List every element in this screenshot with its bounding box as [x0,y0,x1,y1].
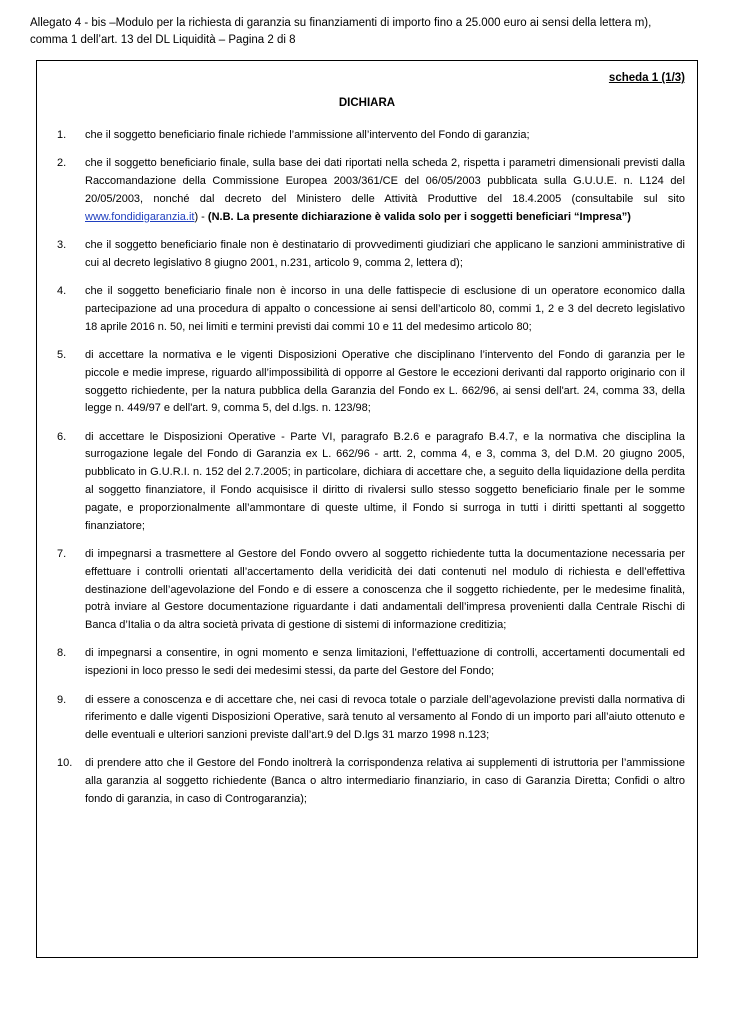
item-number: 9. [57,693,67,706]
item-number: 1. [57,129,67,141]
item-text: di prendere atto che il Gestore del Fondo inoltrerà la corrispondenza relativa ai supplementi di istruttoria per l’ammissione alla garanzia al soggetto richiedente (Banca o altro intermediario finanziario, in caso di Garanzia Diretta; Confidi o altro fondo di garanzia, in caso di Controgaranzia); [85,757,685,805]
item-number: 4. [57,285,67,298]
page-header [30,15,720,49]
item-text: di impegnarsi a trasmettere al Gestore del Fondo ovvero al soggetto richiedente tutta la documentazione necessaria per effettuare i controlli orientati all’accertamento della veridicità dei dati contenuti nel modulo di richiesta e dell’effettiva destinazione dell’agevolazione del Fondo e di essere a conoscenza che il soggetto richiedente, per le medesime finalità, potrà inviare al Gestore documentazione riguardante i dati andamentali dell’impresa provenienti dalla Centrale Rischi di Banca d’Italia o da altra società privata di gestione di sistemi di informazione creditizia; [85,547,685,632]
list-item [57,546,685,635]
item-text-part: che il soggetto beneficiario finale, sulla base dei dati riportati nella scheda 2, rispetta i parametri dimensionali previsti dalla Raccomandazione della Commissione Europea 2003/361/CE del 06/05/2003 pubblicata sulla G.U.U.E. n. L124 del 20/05/2003, nonché dal decreto del Ministero delle Attività Produttive del 18.4.2005 (consultabile sul sito [85,157,685,205]
list-item [57,645,685,681]
item-text: che il soggetto beneficiario finale richiede l’ammissione all’intervento del Fondo di garanzia; [85,129,530,141]
list-item [57,429,685,536]
list-item [57,347,685,418]
item-number: 5. [57,348,67,361]
item-text [85,157,685,222]
list-item [57,155,685,226]
item-text: di essere a conoscenza e di accettare che, nei casi di revoca totale o parziale dell’agevolazione previsti dalla normativa di riferimento e dalle vigenti Disposizioni Operative, sarà tenuto al versamento al Fondo di un importo pari all’aiuto ottenuto e delle eventuali e ulteriori sanzioni previste dall’art.9 del D.lgs 31 marzo 1998 n.123; [85,693,685,742]
item-text: di accettare le Disposizioni Operative - Parte VI, paragrafo B.2.6 e paragrafo B.4.7, e la normativa che disciplina la surrogazione legale del Fondo di Garanzia ex L. 662/96 - artt. 2, comma 4, e 3, comma 3, del D.M. 20 giugno 2005, pubblicato in G.U.R.I. n. 152 del 2.7.2005; in particolare, dichiara di accettare che, a seguito della liquidazione della perdita al soggetto finanziatore, il Fondo acquisisce il diritto di rivalersi sullo stesso soggetto beneficiario finale per le somme pagate, e proporzionalmente all’ammontare di queste ultime, il Fondo si surroga in tutti i diritti spettanti al soggetto finanziatore; [85,430,685,532]
item-number: 2. [57,157,67,170]
header-line-1: Allegato 4 - bis –Modulo per la richiesta di garanzia su finanziamenti di importo fino a 25.000 euro ai sensi della lettera m), [30,17,652,29]
item-text: che il soggetto beneficiario finale non è incorso in una delle fattispecie di esclusione di un operatore economico dalla partecipazione ad una procedura di appalto o concessione ai sensi dell’articolo 80, commi 1, 2 e 3 del decreto legislativo 18 aprile 2016 n. 50, nei limiti e termini previsti dai commi 10 e 11 del medesimo articolo 80; [85,285,685,333]
item-number: 7. [57,547,67,560]
item-number: 6. [57,430,67,443]
list-item [57,692,685,745]
fondi-website-link[interactable]: www.fondidigaranzia.it [85,210,195,223]
item-text: di impegnarsi a consentire, in ogni momento e senza limitazioni, l’effettuazione di controlli, accertamenti documentali ed ispezioni in loco presso le sedi dei medesimi stessi, da parte del Gestore del Fondo; [85,647,685,678]
item-number: 10. [57,757,73,770]
list-item [57,127,685,145]
item-number: 3. [57,238,67,251]
item-text: di accettare la normativa e le vigenti Disposizioni Operative che disciplinano l’intervento del Fondo di garanzia per le piccole e medie imprese, riguardo all’impossibilità di opporre al Gestore le eccezioni derivanti dal rapporto originario con il soggetto richiedente, per la natura pubblica della Garanzia del Fondo ex L. 662/96, ai sensi dell'art. 24, comma 33, della legge n. 449/97 e dell'art. 9, comma 5, del d.lgs. n. 123/98; [85,348,685,415]
declaration-frame [36,60,698,958]
section-title: DICHIARA [338,97,396,109]
list-item [57,283,685,336]
item-text-part: ) - [194,210,208,223]
list-item [57,755,685,808]
header-line-2: comma 1 dell’art. 13 del DL Liquidità – Pagina 2 di 8 [30,34,296,46]
scheda-label: scheda 1 (1/3) [608,72,685,84]
item-number: 8. [57,647,67,660]
list-item [57,237,685,273]
item-note-bold: (N.B. La presente dichiarazione è valida solo per i soggetti beneficiari “Impresa”) [207,210,631,223]
declaration-list [57,127,685,819]
item-text: che il soggetto beneficiario finale non è destinatario di provvedimenti giudiziari che applicano le sanzioni amministrative di cui al decreto legislativo 8 giugno 2001, n.231, articolo 9, comma 2, lettera d); [85,238,685,269]
